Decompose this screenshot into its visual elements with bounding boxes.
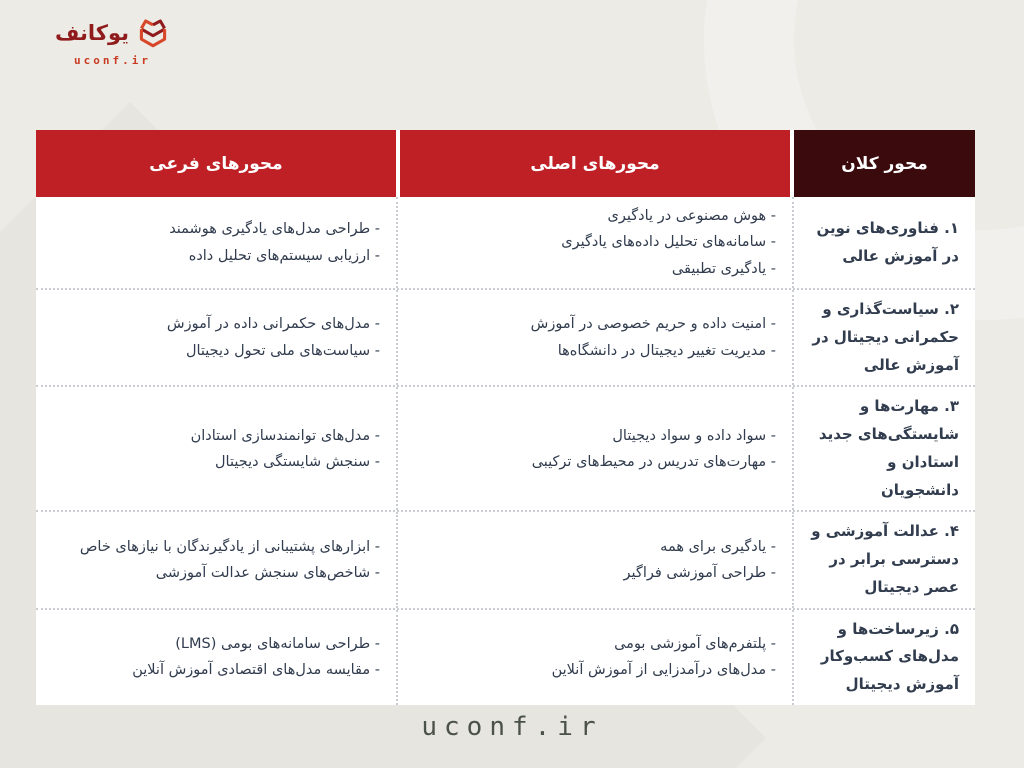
sub-topics-cell (36, 197, 396, 288)
sub-topics-cell (36, 610, 396, 705)
macro-topic-cell (794, 610, 975, 705)
main-topics-cell (396, 387, 794, 510)
main-topics-cell (396, 610, 794, 705)
macro-topic-cell (794, 512, 975, 607)
table-row (36, 385, 975, 510)
main-topic-line: - هوش مصنوعی در یادگیری (607, 208, 776, 224)
table-row (36, 510, 975, 607)
main-topics-cell (396, 512, 794, 607)
logo-domain-text: uconf.ir (74, 54, 152, 67)
macro-topic-text: ۵. زیرساخت‌ها و مدل‌های کسب‌وکار آموزش دیجیتال (820, 619, 959, 694)
sub-topic-line: - مقایسه مدل‌های اقتصادی آموزش آنلاین (132, 662, 380, 679)
macro-topic-text: ۱. فناوری‌های نوین در آموزش عالی (816, 218, 959, 265)
conference-topics-table (36, 130, 975, 705)
sub-topic-line: - مدل‌های حکمرانی داده در آموزش (166, 316, 380, 333)
main-topic-line: - سواد داده و سواد دیجیتال (612, 427, 776, 444)
main-topic-line: - طراحی آموزشی فراگیر (623, 565, 776, 581)
column-header-main: محورهای اصلی (396, 130, 794, 197)
sub-topic-line: - طراحی سامانه‌های بومی (LMS) (175, 635, 380, 652)
sub-topics-cell (36, 512, 396, 607)
table-body (36, 197, 975, 705)
sub-topic-line: - سیاست‌های ملی تحول دیجیتال (185, 342, 380, 359)
column-header-macro: محور کلان (794, 130, 975, 197)
main-topics-cell (396, 197, 794, 288)
macro-topic-text: ۳. مهارت‌ها و شایستگی‌های جدید استادان و دانشجویان (818, 397, 959, 499)
sub-topic-line: - ابزارهای پشتیبانی از یادگیرندگان با نیازهای خاص (79, 538, 380, 555)
main-topic-line: - یادگیری تطبیقی (671, 260, 776, 277)
table-row (36, 608, 975, 705)
open-box-logo-icon (136, 16, 170, 50)
macro-topic-cell (794, 387, 975, 510)
sub-topic-line: - شاخص‌های سنجش عدالت آموزشی (155, 565, 380, 581)
macro-topic-text: ۴. عدالت آموزشی و دسترسی برابر در عصر دیجیتال (811, 522, 959, 596)
macro-topic-cell (794, 197, 975, 288)
logo-wordmark: یوکانف (55, 20, 130, 45)
main-topic-line: - مدل‌های درآمدزایی از آموزش آنلاین (551, 662, 776, 679)
uconf-logo (55, 16, 170, 67)
macro-topic-text: ۲. سیاست‌گذاری و حکمرانی دیجیتال در آموزش عالی (812, 300, 959, 374)
main-topic-line: - یادگیری برای همه (660, 538, 776, 555)
sub-topic-line: - سنجش شایستگی دیجیتال (215, 453, 380, 470)
column-header-sub: محورهای فرعی (36, 130, 396, 197)
table-row (36, 288, 975, 385)
sub-topics-cell (36, 290, 396, 385)
logo-lockup (55, 16, 170, 50)
sub-topics-cell (36, 387, 396, 510)
table-header (36, 130, 975, 197)
main-topic-line: - سامانه‌های تحلیل داده‌های یادگیری (561, 234, 776, 251)
main-topics-cell (396, 290, 794, 385)
sub-topic-line: - مدل‌های توانمندسازی استادان (190, 427, 380, 444)
main-topic-line: - امنیت داده و حریم خصوصی در آموزش (530, 316, 776, 333)
footer-domain-text: uconf.ir (421, 712, 603, 742)
sub-topic-line: - ارزیابی سیستم‌های تحلیل داده (188, 247, 380, 264)
sub-topic-line: - طراحی مدل‌های یادگیری هوشمند (169, 221, 380, 238)
macro-topic-cell (794, 290, 975, 385)
main-topic-line: - مهارت‌های تدریس در محیط‌های ترکیبی (531, 453, 776, 470)
main-topic-line: - مدیریت تغییر دیجیتال در دانشگاه‌ها (557, 342, 776, 359)
main-topic-line: - پلتفرم‌های آموزشی بومی (614, 635, 776, 652)
table-row (36, 197, 975, 288)
